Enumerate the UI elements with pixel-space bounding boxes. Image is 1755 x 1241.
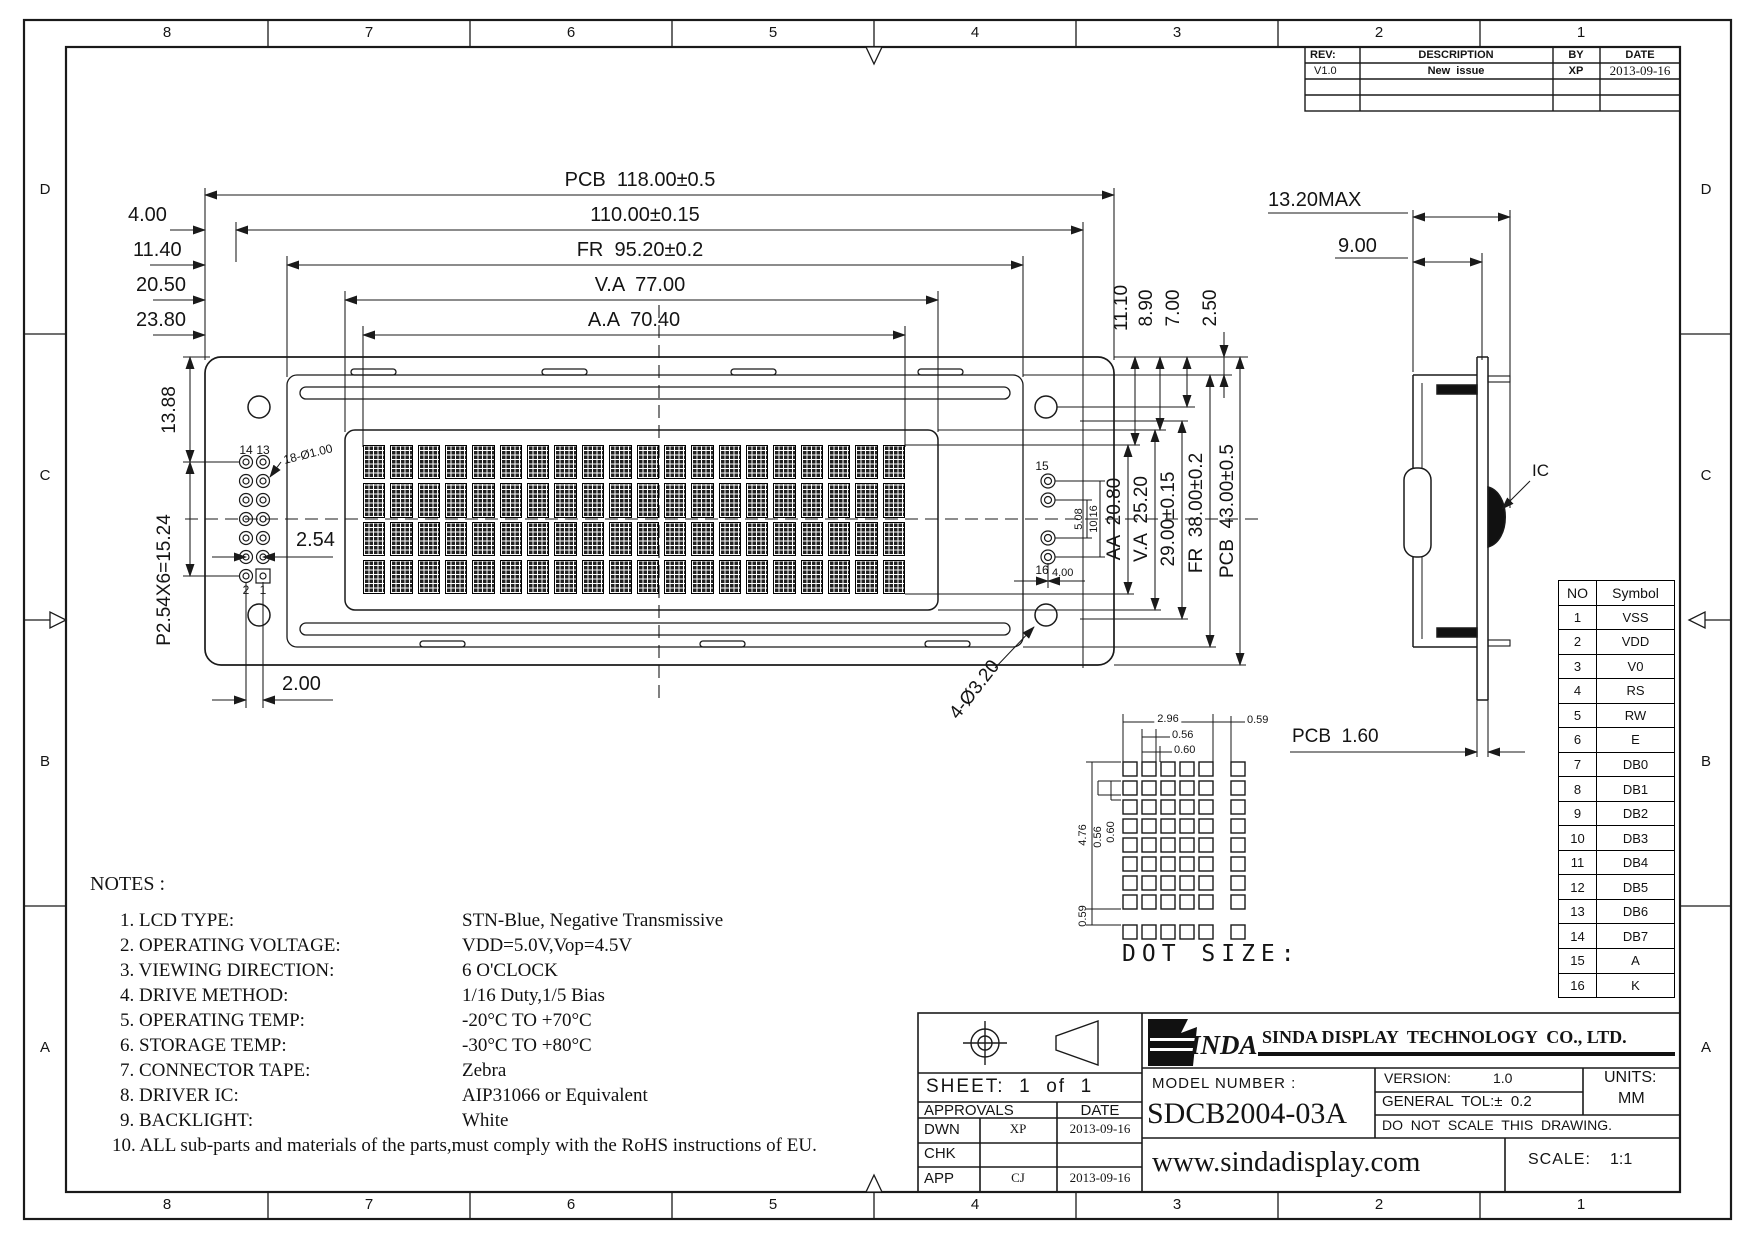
lcd-character-cell: [527, 560, 549, 594]
lcd-character-cell: [664, 483, 686, 517]
pin-table-col-symbol: Symbol: [1612, 584, 1659, 601]
lcd-character-cell: [691, 445, 713, 479]
mounting-hole-callout: 4-Ø3.20: [945, 656, 1005, 724]
lcd-character-cell: [527, 445, 549, 479]
dim-5-08: 5.08: [1073, 508, 1086, 530]
lcd-character-cell: [363, 483, 385, 517]
projection-symbol: [963, 1021, 1098, 1065]
dim-10-16: 10.16: [1088, 505, 1101, 533]
lcd-character-cell: [609, 445, 631, 479]
lcd-character-cell: [554, 483, 576, 517]
note-6-label: 6. STORAGE TEMP:: [120, 1035, 287, 1056]
pin-no: 7: [1559, 753, 1597, 777]
pin-no: 8: [1559, 777, 1597, 801]
zone-bottom-6: 6: [566, 1196, 576, 1213]
lcd-character-cell: [855, 445, 877, 479]
lcd-character-cell: [883, 560, 905, 594]
lcd-character-cell: [418, 445, 440, 479]
lcd-character-cell: [773, 483, 795, 517]
units-label: UNITS:: [1604, 1069, 1657, 1086]
dot-dim-0-56-top: 0.56: [1172, 729, 1194, 741]
lcd-character-cell: [828, 445, 850, 479]
pin-row: [1559, 605, 1674, 630]
rev-header: REV:: [1310, 49, 1336, 61]
dim-11-10: 11.10: [1111, 284, 1133, 332]
lcd-character-cell: [801, 445, 823, 479]
dot-dim-0-56-left: 0.56: [1092, 826, 1105, 848]
zone-top-5: 5: [768, 24, 778, 41]
lcd-character-cell: [554, 445, 576, 479]
lcd-character-cell: [637, 560, 659, 594]
zone-left-c: C: [39, 467, 51, 484]
scale-value: 1:1: [1610, 1151, 1633, 1168]
lcd-character-cell: [363, 445, 385, 479]
pin-no: 6: [1559, 728, 1597, 752]
pin-row: [1559, 629, 1674, 654]
lcd-character-cell: [883, 445, 905, 479]
pin-table-header: [1559, 581, 1674, 605]
dim-2-00: 2.00: [282, 673, 321, 695]
approvals-header: APPROVALS: [924, 1102, 1014, 1119]
lcd-character-cell: [609, 522, 631, 556]
dim-9-00: 9.00: [1338, 235, 1377, 257]
lcd-character-cell: [828, 560, 850, 594]
model-number-label: MODEL NUMBER :: [1152, 1075, 1297, 1092]
pin-row: [1559, 973, 1674, 998]
description-header: DESCRIPTION: [1418, 49, 1494, 61]
zone-bottom-4: 4: [970, 1196, 980, 1213]
lcd-character-cell: [554, 522, 576, 556]
note-1-label: 1. LCD TYPE:: [120, 910, 235, 931]
no-scale-note: DO NOT SCALE THIS DRAWING.: [1382, 1117, 1612, 1133]
pin-symbol: DB2: [1622, 806, 1649, 822]
lcd-character-cell: [719, 560, 741, 594]
pin-no: 9: [1559, 802, 1597, 826]
note-3-label: 3. VIEWING DIRECTION:: [120, 960, 335, 981]
pin-row: [1559, 776, 1674, 801]
note-2-value: VDD=5.0V,Vop=4.5V: [462, 935, 633, 956]
lcd-character-cell: [527, 483, 549, 517]
pin-13-label: 13: [256, 443, 270, 457]
lcd-character-cell: [445, 522, 467, 556]
app-date: 2013-09-16: [1069, 1170, 1131, 1185]
pin-15-label: 15: [1035, 459, 1049, 473]
lcd-character-cell: [691, 560, 713, 594]
zone-bottom-2: 2: [1374, 1196, 1384, 1213]
lcd-character-cell: [527, 522, 549, 556]
by-header: BY: [1568, 49, 1584, 61]
lcd-character-cell: [691, 522, 713, 556]
pin-symbol: DB3: [1622, 830, 1649, 846]
note-9-label: 9. BACKLIGHT:: [120, 1110, 254, 1131]
dim-11-40: 11.40: [133, 239, 182, 261]
version-value: 1.0: [1493, 1070, 1513, 1086]
lcd-character-cell: [554, 560, 576, 594]
lcd-character-cell: [637, 483, 659, 517]
pin-no: 3: [1559, 655, 1597, 679]
pin-symbol: DB4: [1622, 855, 1649, 871]
pin-row: [1559, 948, 1674, 973]
pin-row: [1559, 678, 1674, 703]
lcd-character-cell: [719, 483, 741, 517]
approvals-date-header: DATE: [1080, 1102, 1120, 1119]
pin-row: [1559, 703, 1674, 728]
pin-symbol: RS: [1626, 683, 1645, 699]
note-10-label: 10. ALL sub-parts and materials of the parts,must comply with the RoHS instructions of EU.: [112, 1135, 817, 1156]
lcd-character-cell: [773, 560, 795, 594]
pin-1-label: 1: [259, 583, 267, 597]
lcd-character-cell: [582, 560, 604, 594]
pin-symbol: DB7: [1622, 928, 1649, 944]
dim-13-20-max: 13.20MAX: [1268, 189, 1362, 211]
rev-date: 2013-09-16: [1609, 63, 1671, 78]
note-8-value: AIP31066 or Equivalent: [462, 1085, 648, 1106]
logo-text: INDA: [1190, 1030, 1258, 1060]
lcd-dot-matrix: [363, 445, 905, 594]
lcd-character-cell: [609, 483, 631, 517]
lcd-character-cell: [773, 445, 795, 479]
dim-fr-width: FR 95.20±0.2: [576, 239, 704, 261]
note-3-value: 6 O'CLOCK: [462, 960, 558, 981]
dim-29: 29.00±0.15: [1158, 471, 1180, 567]
note-1-value: STN-Blue, Negative Transmissive: [462, 910, 724, 931]
zone-top-2: 2: [1374, 24, 1384, 41]
lcd-character-cell: [445, 483, 467, 517]
lcd-character-cell: [582, 483, 604, 517]
sheet-number: SHEET: 1 of 1: [926, 1076, 1094, 1097]
lcd-character-cell: [637, 445, 659, 479]
lcd-character-cell: [855, 560, 877, 594]
ic-label: IC: [1532, 461, 1549, 480]
dot-dim-0-59-bottom: 0.59: [1077, 905, 1090, 927]
dot-size-title: DOT SIZE:: [1122, 941, 1301, 967]
pin-symbol: E: [1631, 732, 1640, 748]
pin-no: 16: [1559, 974, 1597, 998]
zone-right-b: B: [1700, 753, 1712, 770]
dot-dim-2-96: 2.96: [1154, 714, 1181, 726]
dim-13-88: 13.88: [159, 386, 181, 434]
lcd-character-cell: [472, 560, 494, 594]
pin-no: 12: [1559, 875, 1597, 899]
pin-symbol: DB1: [1622, 781, 1649, 797]
lcd-character-cell: [664, 445, 686, 479]
dim-pcb-height: PCB 43.00±0.5: [1217, 443, 1239, 579]
pin-row: [1559, 899, 1674, 924]
dim-4-00b: 4.00: [1052, 567, 1074, 579]
pin-table-col-no: NO: [1559, 581, 1597, 605]
dim-110: 110.00±0.15: [590, 204, 700, 226]
dim-pin-pitch: P2.54X6=15.24: [154, 514, 176, 646]
zone-bottom-3: 3: [1172, 1196, 1182, 1213]
dwn-by: XP: [1009, 1121, 1027, 1136]
pin-symbol: A: [1631, 953, 1640, 969]
version-label: VERSION:: [1384, 1070, 1451, 1086]
pin-symbol: DB6: [1622, 904, 1649, 920]
zone-bottom-8: 8: [162, 1196, 172, 1213]
pin-row: [1559, 850, 1674, 875]
zone-right-c: C: [1700, 467, 1712, 484]
lcd-character-cell: [801, 483, 823, 517]
dwn-label: DWN: [924, 1121, 960, 1138]
lcd-character-cell: [390, 445, 412, 479]
lcd-character-cell: [582, 445, 604, 479]
lcd-character-cell: [637, 522, 659, 556]
lcd-character-cell: [609, 560, 631, 594]
note-8-label: 8. DRIVER IC:: [120, 1085, 239, 1106]
lcd-character-cell: [883, 483, 905, 517]
units-value: MM: [1618, 1090, 1645, 1107]
dwn-date: 2013-09-16: [1069, 1121, 1131, 1136]
dim-7-00: 7.00: [1163, 289, 1185, 327]
pin-row: [1559, 752, 1674, 777]
pin-symbol: VSS: [1622, 609, 1649, 625]
lcd-character-cell: [363, 560, 385, 594]
dim-fr-height: FR 38.00±0.2: [1186, 452, 1208, 574]
dot-dim-0-60-top: 0.60: [1174, 744, 1196, 756]
lcd-character-cell: [445, 445, 467, 479]
lcd-character-cell: [773, 522, 795, 556]
dot-dim-0-60-left: 0.60: [1105, 821, 1118, 843]
lcd-character-cell: [500, 522, 522, 556]
pin-no: 5: [1559, 704, 1597, 728]
zone-right-d: D: [1700, 181, 1712, 198]
company-name: SINDA DISPLAY TECHNOLOGY CO., LTD.: [1262, 1027, 1627, 1047]
note-7-label: 7. CONNECTOR TAPE:: [120, 1060, 311, 1081]
lcd-character-cell: [363, 522, 385, 556]
lcd-character-cell: [719, 522, 741, 556]
zone-bottom-1: 1: [1576, 1196, 1586, 1213]
lcd-character-cell: [746, 522, 768, 556]
lcd-character-cell: [719, 445, 741, 479]
pin-14-label: 14: [239, 443, 253, 457]
lcd-character-cell: [855, 522, 877, 556]
lcd-character-cell: [390, 483, 412, 517]
lcd-character-cell: [883, 522, 905, 556]
zone-right-a: A: [1700, 1039, 1712, 1056]
pin-symbol: DB0: [1622, 756, 1649, 772]
pin-row: [1559, 801, 1674, 826]
rev-value: V1.0: [1314, 65, 1337, 77]
app-label: APP: [924, 1170, 955, 1187]
rev-by: XP: [1568, 65, 1584, 77]
lcd-character-cell: [746, 560, 768, 594]
note-9-value: White: [462, 1110, 509, 1131]
lcd-character-cell: [418, 522, 440, 556]
pin-row: [1559, 923, 1674, 948]
pin-hole-callout: 18-Ø1.00: [281, 441, 334, 467]
dim-pcb-1-60: PCB 1.60: [1292, 726, 1379, 747]
lcd-character-cell: [746, 445, 768, 479]
dot-dim-4-76: 4.76: [1077, 824, 1090, 846]
pin-no: 11: [1559, 851, 1597, 875]
lcd-character-cell: [445, 560, 467, 594]
pin-symbol: VDD: [1621, 634, 1650, 650]
lcd-character-cell: [582, 522, 604, 556]
zone-left-a: A: [39, 1039, 51, 1056]
pin-no: 13: [1559, 900, 1597, 924]
lcd-character-cell: [500, 560, 522, 594]
pin-no: 10: [1559, 826, 1597, 850]
dot-dim-0-59-right: 0.59: [1247, 714, 1269, 726]
dim-8-90: 8.90: [1136, 289, 1158, 327]
lcd-character-cell: [472, 445, 494, 479]
lcd-character-cell: [390, 560, 412, 594]
pin-symbol: V0: [1627, 658, 1644, 674]
zone-top-4: 4: [970, 24, 980, 41]
lcd-character-cell: [664, 522, 686, 556]
dim-4: 4.00: [128, 204, 167, 226]
lcd-character-cell: [472, 483, 494, 517]
dim-va-width: V.A 77.00: [594, 274, 686, 296]
pin-no: 1: [1559, 606, 1597, 630]
date-header: DATE: [1625, 49, 1655, 61]
dim-23-80: 23.80: [136, 309, 187, 331]
chk-label: CHK: [924, 1145, 956, 1162]
dim-pcb-width: PCB 118.00±0.5: [564, 169, 716, 191]
app-by: CJ: [1011, 1170, 1025, 1185]
zone-top-7: 7: [364, 24, 374, 41]
dim-aa-width: A.A 70.40: [587, 309, 681, 331]
dim-2-54: 2.54: [296, 529, 335, 551]
pin-no: 4: [1559, 679, 1597, 703]
general-tolerance: GENERAL TOL:± 0.2: [1382, 1093, 1532, 1110]
lcd-character-cell: [418, 483, 440, 517]
lcd-character-cell: [828, 483, 850, 517]
lcd-character-cell: [801, 560, 823, 594]
lcd-character-cell: [390, 522, 412, 556]
pin-row: [1559, 727, 1674, 752]
lcd-character-cell: [472, 522, 494, 556]
zone-top-8: 8: [162, 24, 172, 41]
zone-bottom-5: 5: [768, 1196, 778, 1213]
pin-no: 14: [1559, 924, 1597, 948]
pin-table: [1558, 580, 1675, 998]
lcd-character-cell: [855, 483, 877, 517]
lcd-character-cell: [664, 560, 686, 594]
dim-va-height: V.A 25.20: [1131, 476, 1153, 562]
dot-size-detail: [1123, 762, 1245, 939]
rev-description: New issue: [1427, 65, 1485, 77]
note-2-label: 2. OPERATING VOLTAGE:: [120, 935, 341, 956]
zone-top-3: 3: [1172, 24, 1182, 41]
dim-aa-height: AA 20.80: [1104, 477, 1126, 561]
pin-symbol: RW: [1624, 707, 1647, 723]
note-5-label: 5. OPERATING TEMP:: [120, 1010, 305, 1031]
pin-row: [1559, 825, 1674, 850]
lcd-character-cell: [801, 522, 823, 556]
dim-20-50: 20.50: [136, 274, 187, 296]
zone-top-6: 6: [566, 24, 576, 41]
pin-no: 15: [1559, 949, 1597, 973]
scale-label: SCALE:: [1528, 1151, 1591, 1168]
note-7-value: Zebra: [462, 1060, 507, 1081]
note-4-label: 4. DRIVE METHOD:: [120, 985, 289, 1006]
zone-top-1: 1: [1576, 24, 1586, 41]
lcd-character-cell: [691, 483, 713, 517]
pin-symbol: DB5: [1622, 879, 1649, 895]
zone-left-d: D: [39, 181, 51, 198]
side-view-outline: [1404, 357, 1510, 700]
zone-bottom-7: 7: [364, 1196, 374, 1213]
dim-2-50: 2.50: [1200, 289, 1222, 327]
lcd-character-cell: [500, 445, 522, 479]
pin-row: [1559, 874, 1674, 899]
pin-2-label: 2: [242, 583, 250, 597]
pin-symbol: K: [1631, 977, 1640, 993]
note-5-value: -20°C TO +70°C: [462, 1010, 592, 1031]
model-number: SDCB2004-03A: [1147, 1097, 1348, 1130]
pin-row: [1559, 654, 1674, 679]
zone-left-b: B: [39, 753, 51, 770]
pin-no: 2: [1559, 630, 1597, 654]
lcd-character-cell: [418, 560, 440, 594]
website: www.sindadisplay.com: [1152, 1146, 1421, 1178]
lcd-character-cell: [746, 483, 768, 517]
lcd-character-cell: [500, 483, 522, 517]
pin-16-label: 16: [1035, 563, 1049, 577]
note-6-value: -30°C TO +80°C: [462, 1035, 592, 1056]
notes-title: NOTES :: [90, 873, 165, 895]
lcd-character-cell: [828, 522, 850, 556]
note-4-value: 1/16 Duty,1/5 Bias: [462, 985, 605, 1006]
